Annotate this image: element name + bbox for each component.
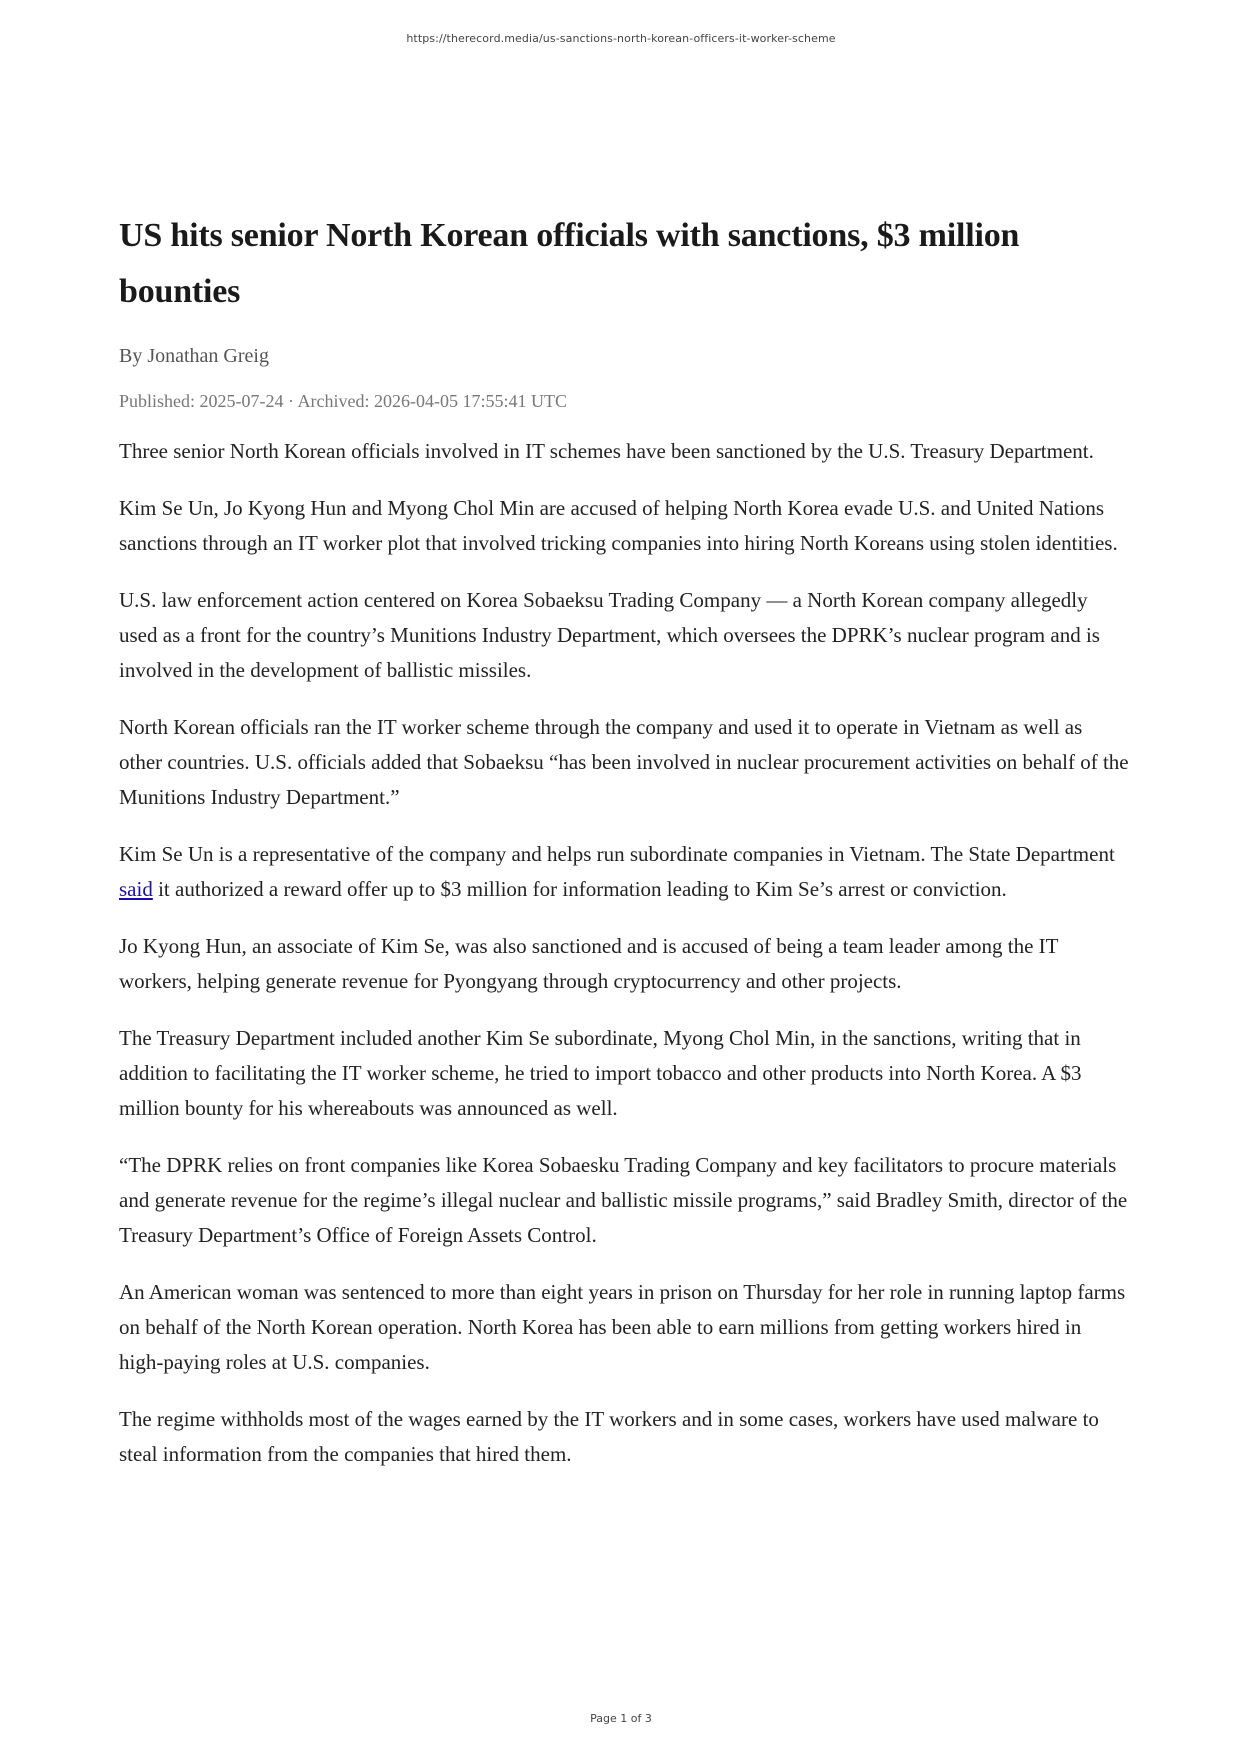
- paragraph-text: Kim Se Un is a representative of the company and helps run subordinate companies in Vietnam. The State Department: [119, 842, 1115, 866]
- article-byline: By Jonathan Greig: [119, 345, 269, 367]
- page-number: Page 1 of 3: [590, 1712, 652, 1725]
- article-title: US hits senior North Korean officials with sanctions, $3 million bounties: [119, 217, 1020, 310]
- article-paragraph: “The DPRK relies on front companies like Korea Sobaesku Trading Company and key facilitators to procure materials and generate revenue for the regime’s illegal nuclear and ballistic missile programs,” said Bradley Smith, director of the Treasury Department’s Office of Foreign Assets Control.: [119, 1153, 1128, 1247]
- article-body: [119, 434, 1129, 1472]
- said-link[interactable]: said: [119, 877, 153, 901]
- article-container: [119, 208, 1129, 1494]
- article-paragraph: The Treasury Department included another Kim Se subordinate, Myong Chol Min, in the sanctions, writing that in addition to facilitating the IT worker scheme, he tried to import tobacco and other products into North Korea. A $3 million bounty for his whereabouts was announced as well.: [119, 1026, 1082, 1120]
- article-paragraph: Kim Se Un, Jo Kyong Hun and Myong Chol Min are accused of helping North Korea evade U.S. and United Nations sanctions through an IT worker plot that involved tricking companies into hiring North Koreans using stolen identities.: [119, 496, 1118, 555]
- article-paragraph: North Korean officials ran the IT worker scheme through the company and used it to operate in Vietnam as well as other countries. U.S. officials added that Sobaeksu “has been involved in nuclear procurement activities on behalf of the Munitions Industry Department.”: [119, 715, 1129, 809]
- paragraph-text: it authorized a reward offer up to $3 million for information leading to Kim Se’s arrest or conviction.: [152, 877, 1007, 901]
- article-paragraph: [119, 837, 1129, 907]
- article-paragraph: U.S. law enforcement action centered on Korea Sobaeksu Trading Company — a North Korean company allegedly used as a front for the country’s Munitions Industry Department, which oversees the DPRK’s nuclear program and is involved in the development of ballistic missiles.: [119, 588, 1100, 682]
- article-paragraph: The regime withholds most of the wages earned by the IT workers and in some cases, workers have used malware to steal information from the companies that hired them.: [119, 1407, 1099, 1466]
- article-paragraph: Jo Kyong Hun, an associate of Kim Se, was also sanctioned and is accused of being a team leader among the IT workers, helping generate revenue for Pyongyang through cryptocurrency and other projects.: [119, 934, 1059, 993]
- article-paragraph: Three senior North Korean officials involved in IT schemes have been sanctioned by the U.S. Treasury Department.: [119, 439, 1094, 463]
- article-paragraph: An American woman was sentenced to more than eight years in prison on Thursday for her role in running laptop farms on behalf of the North Korean operation. North Korea has been able to earn millions from getting workers hired in high-paying roles at U.S. companies.: [119, 1280, 1126, 1374]
- article-meta: Published: 2025-07-24 · Archived: 2026-04-05 17:55:41 UTC: [119, 391, 567, 411]
- source-url: https://therecord.media/us-sanctions-north-korean-officers-it-worker-scheme: [406, 32, 836, 45]
